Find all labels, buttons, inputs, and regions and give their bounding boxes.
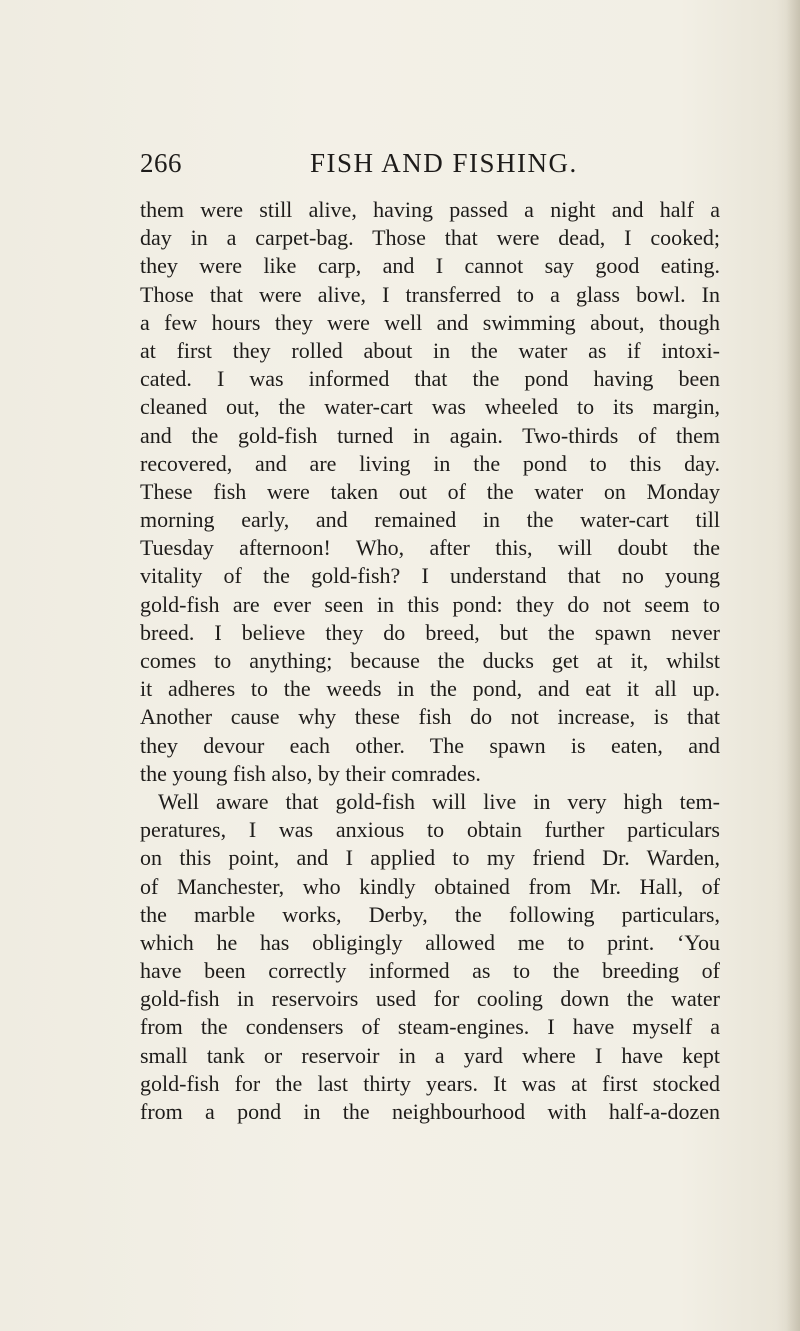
text-line: day in a carpet-bag. Those that were dead, I cooked;: [140, 225, 720, 251]
text-line: breed. I believe they do breed, but the spawn never: [140, 619, 720, 645]
text-line: peratures, I was anxious to obtain further particulars: [140, 817, 720, 843]
text-line: them were still alive, having passed a night and half a: [140, 197, 720, 222]
page-edge-shadow: [786, 0, 800, 1331]
text-line: cated. I was informed that the pond having been: [140, 366, 720, 392]
body-text: [140, 196, 720, 1126]
page-number: 266: [140, 148, 182, 178]
text-line: gold-fish in reservoirs used for cooling down the water: [140, 986, 720, 1012]
text-line: at first they rolled about in the water as if intoxi-: [140, 337, 720, 363]
text-line: which he has obligingly allowed me to print. ‘You: [140, 929, 720, 955]
text-line: cleaned out, the water-cart was wheeled to its margin,: [140, 394, 720, 420]
text-line: have been correctly informed as to the breeding of: [140, 958, 720, 984]
text-line: gold-fish for the last thirty years. It was at first stocked: [140, 1070, 720, 1096]
text-line: gold-fish are ever seen in this pond: they do not seem to: [140, 591, 720, 617]
text-line: morning early, and remained in the water-cart till: [140, 507, 720, 533]
text-line: comes to anything; because the ducks get at it, whilst: [140, 648, 720, 673]
text-line: recovered, and are living in the pond to this day.: [140, 450, 720, 476]
text-line: vitality of the gold-fish? I understand that no young: [140, 563, 720, 589]
running-title: FISH AND FISHING.: [310, 148, 578, 178]
text-line: Another cause why these fish do not increase, is that: [140, 704, 720, 730]
text-line: they devour each other. The spawn is eaten, and: [140, 732, 720, 758]
text-line-paragraph-start: Well aware that gold-fish will live in very high tem-: [158, 788, 720, 814]
text-line: and the gold-fish turned in again. Two-thirds of them: [140, 422, 720, 448]
text-line: of Manchester, who kindly obtained from Mr. Hall, of: [140, 873, 720, 899]
text-line: Tuesday afternoon! Who, after this, will doubt the: [140, 535, 720, 561]
text-line: on this point, and I applied to my friend Dr. Warden,: [140, 845, 720, 871]
text-line: it adheres to the weeds in the pond, and eat it all up.: [140, 676, 720, 702]
text-line: from a pond in the neighbourhood with half-a-dozen: [140, 1099, 720, 1124]
text-line: Those that were alive, I transferred to a glass bowl. In: [140, 281, 720, 307]
text-line: they were like carp, and I cannot say good eating.: [140, 253, 720, 279]
text-line-paragraph-end: the young fish also, by their comrades.: [140, 760, 481, 786]
text-line: from the condensers of steam-engines. I have myself a: [140, 1014, 720, 1040]
text-line: the marble works, Derby, the following particulars,: [140, 901, 720, 927]
text-line: a few hours they were well and swimming about, though: [140, 309, 720, 335]
text-line: small tank or reservoir in a yard where I have kept: [140, 1042, 720, 1068]
running-head: [140, 148, 720, 182]
text-line: These fish were taken out of the water on Monday: [140, 478, 720, 504]
